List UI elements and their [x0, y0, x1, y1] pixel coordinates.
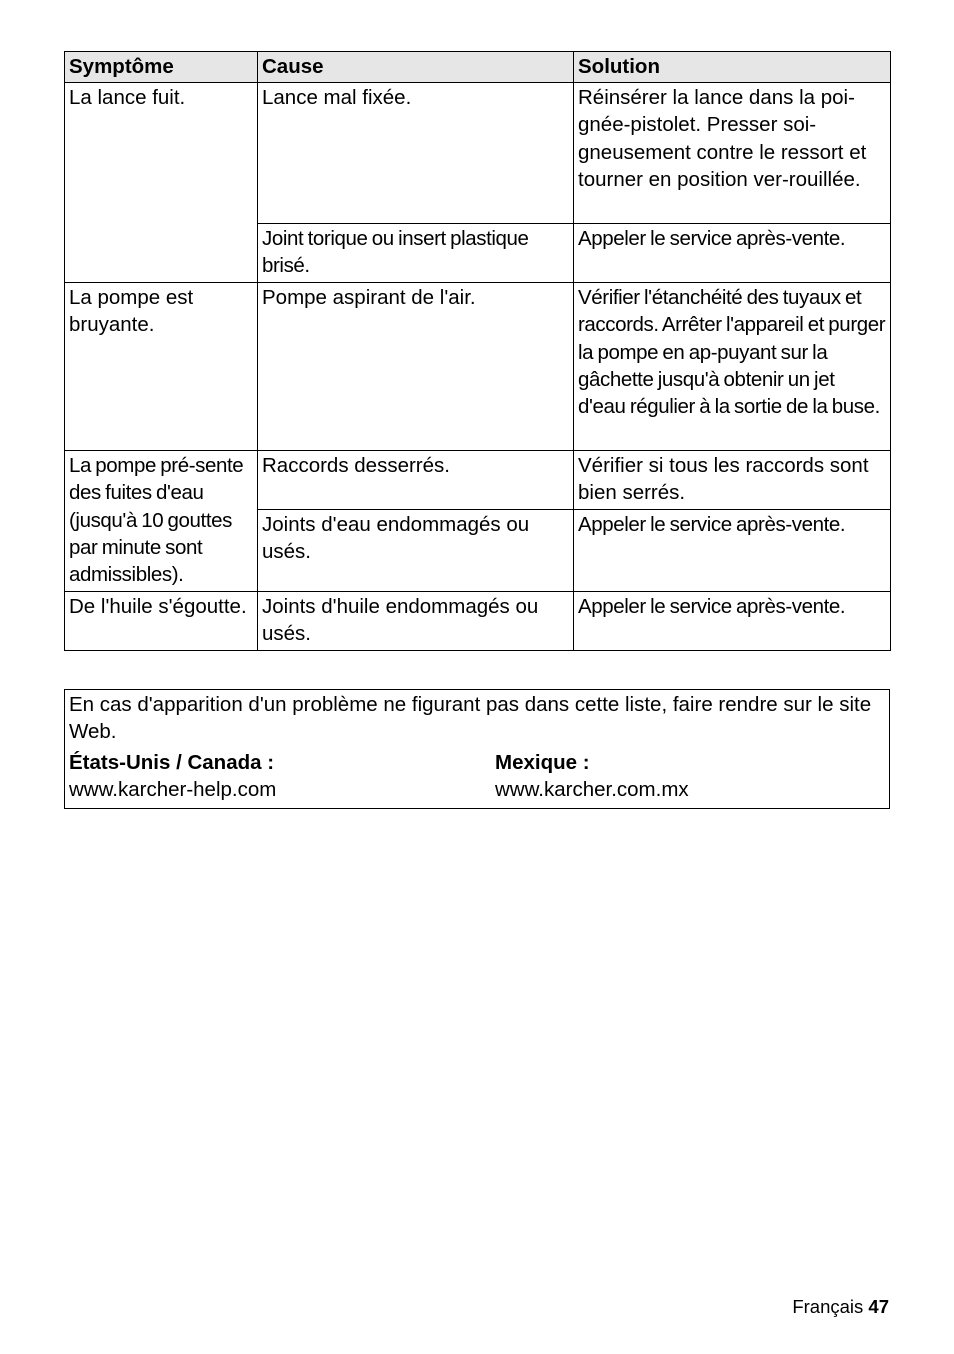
symptom-cell: De l'huile s'égoutte. — [65, 592, 258, 651]
contact-url-link[interactable]: www.karcher-help.com — [69, 778, 277, 802]
solution-cell: Vérifier si tous les raccords sont bien serrés. — [574, 451, 891, 510]
table-row — [65, 283, 891, 451]
cause-cell: Lance mal fixée. — [258, 83, 574, 224]
header-cause: Cause — [258, 52, 574, 83]
solution-cell: Réinsérer la lance dans la poi-gnée-pistolet. Presser soi-gneusement contre le ressort et tourner en position ver-rouillée. — [574, 83, 891, 224]
cause-cell: Joint torique ou insert plastique brisé. — [258, 224, 574, 283]
table-row — [65, 83, 891, 224]
cause-cell: Joints d'eau endommagés ou usés. — [258, 510, 574, 592]
solution-cell: Appeler le service après-vente. — [574, 510, 891, 592]
contact-title: États-Unis / Canada : — [69, 751, 275, 774]
table-row — [65, 451, 891, 510]
symptom-cell: La pompe pré-sente des fuites d'eau (jusqu'à 10 gouttes par minute sont admissibles). — [65, 451, 258, 592]
cause-cell: Raccords desserrés. — [258, 451, 574, 510]
cause-cell: Pompe aspirant de l'air. — [258, 283, 574, 451]
support-info-box — [64, 689, 890, 809]
solution-cell: Vérifier l'étanchéité des tuyaux et raccords. Arrêter l'appareil et purger la pompe en ap-puyant sur la gâchette jusqu'à obtenir un jet d'eau régulier à la sortie de la buse. — [574, 283, 891, 451]
contact-title: Mexique : — [495, 751, 590, 774]
contact-us-canada — [69, 749, 276, 803]
support-info-text: En cas d'apparition d'un problème ne figurant pas dans cette liste, faire rendre sur le site Web. — [69, 693, 872, 744]
contact-mexico — [495, 749, 689, 803]
troubleshooting-table — [64, 51, 891, 651]
table-header-row — [65, 52, 891, 83]
cause-cell: Joints d'huile endommagés ou usés. — [258, 592, 574, 651]
symptom-cell: La lance fuit. — [65, 83, 258, 283]
solution-cell: Appeler le service après-vente. — [574, 224, 891, 283]
page-number: 47 — [868, 1296, 889, 1317]
table-row — [65, 592, 891, 651]
contact-url-link[interactable]: www.karcher.com.mx — [495, 778, 689, 802]
footer-language: Français — [792, 1296, 864, 1317]
header-solution: Solution — [574, 52, 891, 83]
page-footer — [792, 1296, 889, 1318]
solution-cell: Appeler le service après-vente. — [574, 592, 891, 651]
symptom-cell: La pompe est bruyante. — [65, 283, 258, 451]
header-symptom: Symptôme — [65, 52, 258, 83]
